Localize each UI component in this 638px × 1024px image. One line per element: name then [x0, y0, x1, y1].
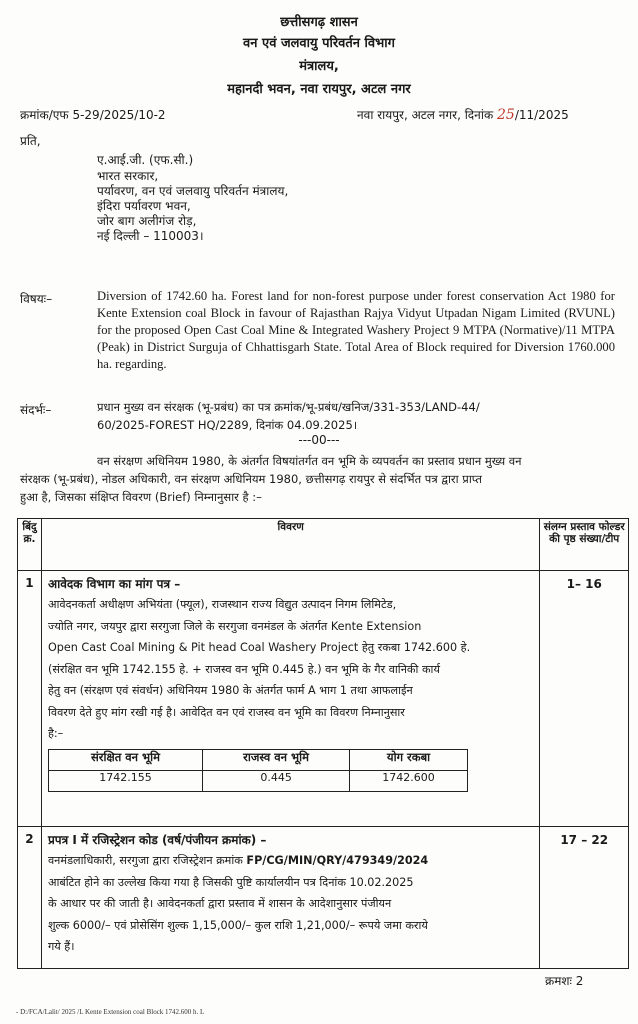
intro-line: संरक्षक (भू-प्रबंध), नोडल अधिकारी, वन संरक्षण अधिनियम 1980, छत्तीसगढ़ रायपुर से संदर्भित पत्र द्वारा प्राप्त — [20, 472, 482, 486]
row-line: (संरक्षित वन भूमि 1742.155 हे. + राजस्व वन भूमि 0.445 हे.) वन भूमि के गैर वानिकी कार्य — [47, 662, 440, 676]
intro-line: वन संरक्षण अधिनियम 1980, के अंतर्गत विषयांतर्गत वन भूमि के व्यपवर्तन का प्रस्ताव प्रधान मुख्य वन — [97, 454, 522, 468]
land-value-revenue: 0.445 — [203, 770, 350, 791]
land-value-protected: 1742.155 — [48, 770, 202, 791]
table-row — [18, 827, 629, 969]
row-line: Open Cast Coal Mining & Pit head Coal Washery Project हेतु रकबा 1742.600 हे. — [47, 641, 471, 654]
row-line: आवेदनकर्ता अधीक्षण अभियंता (फ्यूल), राजस्थान राज्य विद्युत उत्पादन निगम लिमिटेड, — [47, 598, 397, 611]
header-pages: संलग्न प्रस्ताव फोल्डर की पृष्ठ संख्या/टीप — [540, 519, 629, 571]
govt-title: छत्तीसगढ़ शासन — [280, 15, 358, 30]
row-line — [48, 850, 533, 872]
header-details: विवरण — [41, 519, 539, 571]
row-line: शुल्क 6000/– एवं प्रोसेसिंग शुल्क 1,15,000/– कुल राशि 1,21,000/– रूपये जमा कराये — [47, 918, 428, 932]
row-line: ज्योति नगर, जयपुर द्वारा सरगुजा जिले के सरगुजा वनमंडल के अंतर्गत Kente Extension — [47, 619, 422, 633]
row-line: हेतु वन (संरक्षण एवं संवर्धन) अधिनियम 1980 के अंतर्गत फार्म A भाग 1 तथा आफलाईन — [47, 684, 413, 697]
addressee-line: इंदिरा पर्यावरण भवन, — [97, 199, 191, 213]
addressee-line: नई दिल्ली – 110003। — [97, 229, 204, 243]
addressee-line: ए.आई.जी. (एफ.सी.) — [97, 153, 194, 167]
reference-line-2: 60/2025-FOREST HQ/2289, दिनांक 04.09.2025। — [97, 418, 358, 432]
row-line: गये हैं। — [47, 940, 75, 953]
header-point-no: बिंदु क्र. — [18, 519, 42, 571]
address-title: महानदी भवन, नवा रायपुर, अटल नगर — [227, 82, 411, 97]
row-pages: 17 – 22 — [540, 827, 629, 969]
date-prefix: नवा रायपुर, अटल नगर, दिनांक — [357, 108, 494, 122]
brief-table — [17, 518, 629, 969]
land-header-protected: संरक्षित वन भूमि — [48, 749, 202, 770]
row-number: 2 — [18, 827, 42, 969]
row-line-prefix: वनमंडलाधिकारी, सरगुजा द्वारा रजिस्ट्रेशन क्रमांक — [47, 854, 247, 867]
table-row — [18, 571, 629, 827]
subject-text: Diversion of 1742.60 ha. Forest land for non-forest purpose under forest conservation Act 1980 for Kente Extension coal Block in favour of Rajasthan Rajya Vidyut Utpadan Nigam Limited (RVUNL) for the proposed Open Cast Coal Mine & Integrated Washery Project 9 MTPA (Normative)/11 MTPA (Peak) in District Surguja of Chhattisgarh State. Total Area of Block required for Diversion 1760.000 ha. regarding. — [97, 289, 615, 371]
ministry-title: मंत्रालय, — [299, 59, 339, 74]
addressee-line: पर्यावरण, वन एवं जलवायु परिवर्तन मंत्रालय, — [97, 184, 289, 198]
row-number: 1 — [18, 571, 42, 827]
date-suffix: /11/2025 — [514, 108, 569, 122]
land-area-table — [48, 749, 468, 792]
addressee-block — [97, 153, 288, 244]
row-body — [48, 850, 533, 958]
handwritten-day: 25 — [497, 107, 515, 123]
row-pages: 1– 16 — [540, 571, 629, 827]
row-line: के आधार पर की जाती है। आवेदनकर्ता द्वारा प्रस्ताव में शासन के आदेशानुसार पंजीयन — [47, 897, 392, 910]
row-line: आबंटित होने का उल्लेख किया गया है जिसकी पुष्टि कार्यालयीन पत्र दिनांक 10.02.2025 — [47, 875, 414, 889]
addressee-line: जोर बाग अलीगंज रोड़, — [97, 214, 197, 228]
reference-label: संदर्भः– — [20, 403, 52, 417]
prati-label: प्रति, — [20, 134, 41, 148]
row-details — [41, 571, 539, 827]
separator: ---00--- — [298, 433, 340, 447]
land-header-revenue: राजस्व वन भूमि — [203, 749, 350, 770]
addressee-line: भारत सरकार, — [97, 169, 159, 183]
row-body — [48, 594, 533, 745]
land-header-total: योग रकबा — [350, 749, 468, 770]
letter-number: क्रमांक/एफ 5-29/2025/10-2 — [20, 108, 166, 122]
row-title: प्रपत्र I में रजिस्ट्रेशन कोड (वर्ष/पंजीयन क्रमांक) – — [47, 833, 267, 847]
subject-label: विषयः– — [20, 292, 53, 306]
footer-file-path: - D:/FCA/Lalit/ 2025 /L Kente Extension coal Block 1742.600 h. L — [16, 1008, 205, 1016]
letter-date — [357, 106, 569, 123]
table-header-row — [18, 519, 629, 571]
row-line: विवरण देते हुए मांग रखी गई है। आवेदित वन एवं राजस्व वन भूमि का विवरण निम्नानुसार — [47, 705, 405, 719]
intro-line: हुआ है, जिसका संक्षिप्त विवरण (Brief) निम्नानुसार है :– — [20, 490, 262, 504]
row-title: आवेदक विभाग का मांग पत्र – — [47, 577, 181, 591]
reference-line-1: प्रधान मुख्य वन संरक्षक (भू-प्रबंध) का पत्र क्रमांक/भू-प्रबंध/खनिज/331-353/LAND-44/ — [97, 400, 480, 414]
row-details — [41, 827, 539, 969]
land-value-total: 1742.600 — [350, 770, 468, 791]
registration-code: FP/CG/MIN/QRY/479349/2024 — [246, 854, 429, 867]
row-line: है:– — [47, 727, 64, 740]
department-title: वन एवं जलवायु परिवर्तन विभाग — [243, 36, 395, 51]
continued-marker: क्रमशः 2 — [545, 974, 584, 988]
